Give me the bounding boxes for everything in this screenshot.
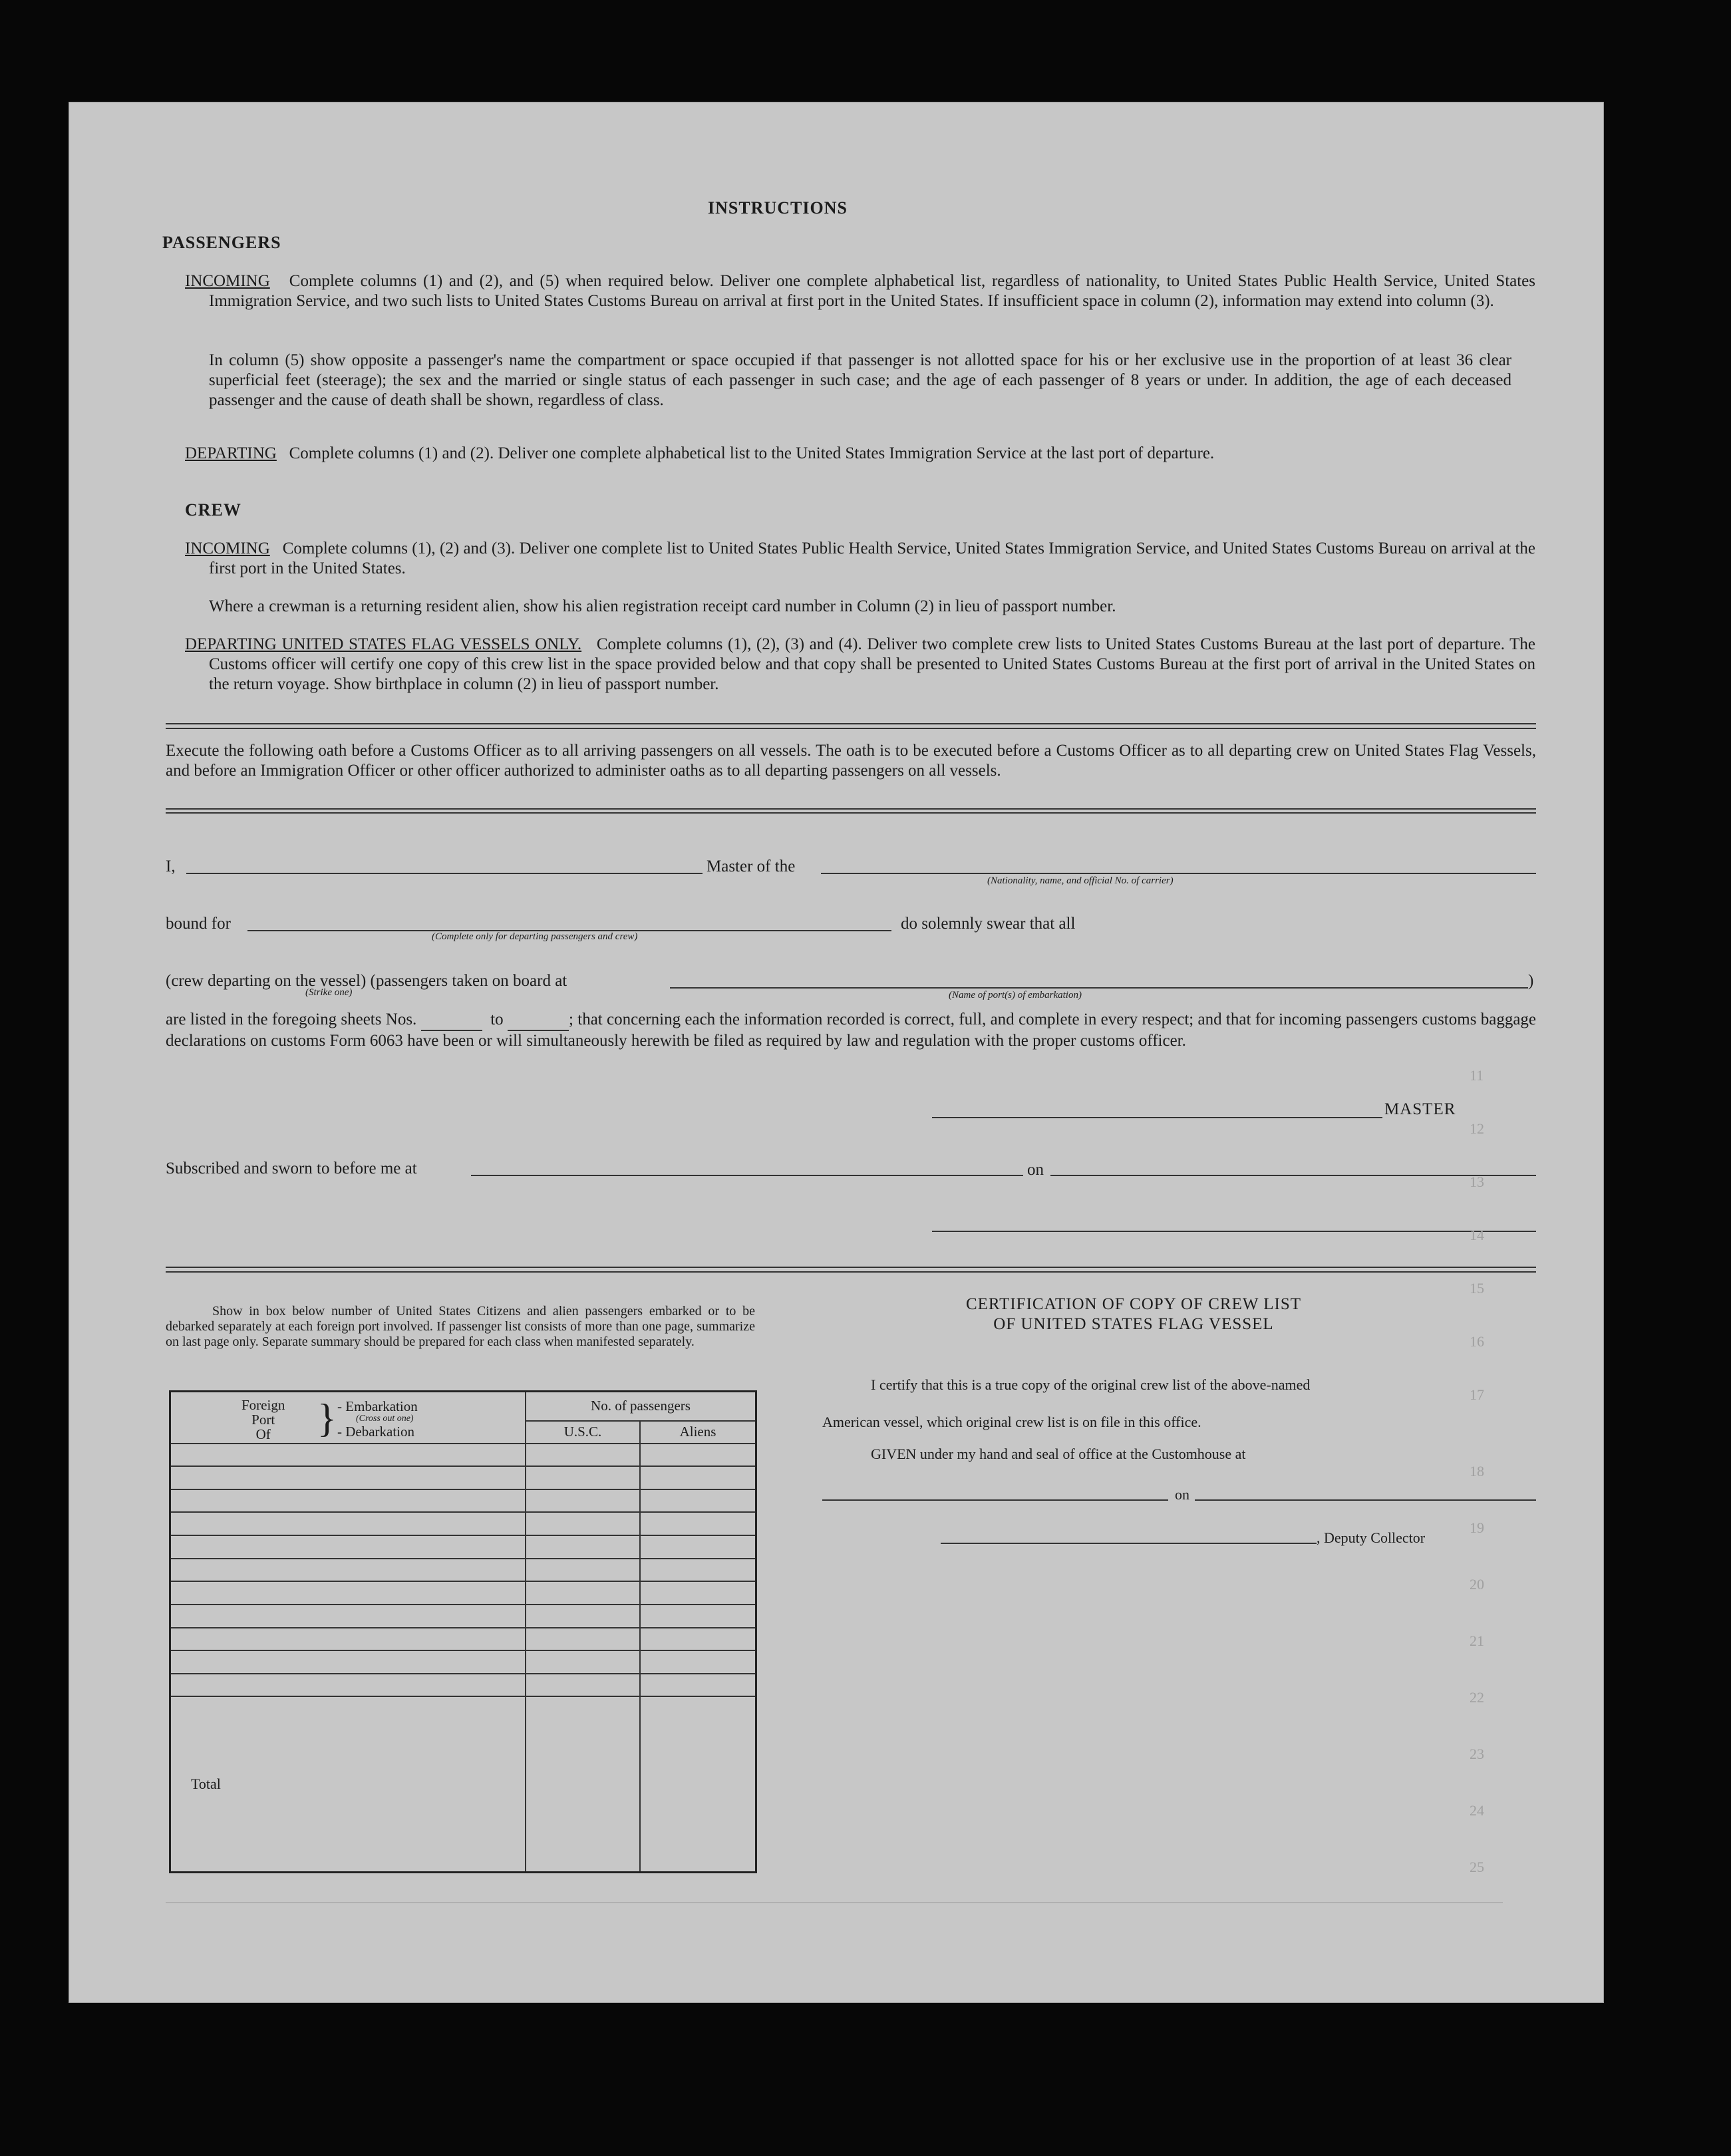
passengers-departing-text: Complete columns (1) and (2). Deliver one complete alphabetical list to the United States Immigration Service at the last port of departure. <box>289 444 1215 462</box>
brace-icon: } <box>317 1396 337 1440</box>
crew-departing-text: Complete columns (1), (2), (3) and (4). Deliver two complete crew lists to United States Customs Bureau at the last port of departure. The Customs officer will certify one copy of this crew list in the space provided below and that copy shall be presented to United States Customs Bureau at the first port of arrival in the United States on the return voyage. Show birthplace in column (2) in lieu of passport number. <box>209 635 1536 693</box>
table-row <box>170 1605 756 1628</box>
bound-for-label: bound for <box>166 915 231 933</box>
bleed-through-rule <box>166 1902 1503 1903</box>
separator-rule <box>166 728 1536 729</box>
no-of-passengers-header: No. of passengers <box>526 1392 756 1421</box>
total-aliens-cell[interactable] <box>640 1696 756 1872</box>
port-cell[interactable] <box>170 1512 526 1535</box>
crew-departing-label: DEPARTING UNITED STATES FLAG VESSELS ONLY. <box>185 635 582 653</box>
crew-incoming-text: Complete columns (1), (2) and (3). Deliver one complete list to United States Public Health Service, United States Immigration Service, and United States Customs Bureau on arrival at the first port in the United States. <box>209 539 1536 577</box>
usc-cell[interactable] <box>526 1650 640 1674</box>
margin-number: 12 <box>1470 1120 1484 1137</box>
passengers-incoming-label: INCOMING <box>185 272 270 290</box>
margin-number: 18 <box>1470 1463 1484 1479</box>
port-cell[interactable] <box>170 1605 526 1628</box>
margin-number: 17 <box>1470 1386 1484 1403</box>
separator-rule <box>166 1267 1536 1268</box>
margin-number: 16 <box>1470 1333 1484 1350</box>
master-label: MASTER <box>1384 1100 1456 1118</box>
aliens-cell[interactable] <box>640 1512 756 1535</box>
certification-title-line2: OF UNITED STATES FLAG VESSEL <box>993 1315 1274 1333</box>
port-label: Port <box>251 1412 275 1428</box>
deputy-collector-signature-field[interactable] <box>941 1543 1317 1544</box>
aliens-cell[interactable] <box>640 1581 756 1605</box>
crew-resident-paragraph: Where a crewman is a returning resident alien, show his alien registration receipt card number in Column (2) in lieu of passport number. <box>209 597 1116 615</box>
passengers-column5-paragraph: In column (5) show opposite a passenger's name the compartment or space occupied if that passenger is not allotted space for his or her exclusive use in the proportion of at least 36 clear superficial feet (steerage); the sex and the married or single status of each passenger in such case; and the age of each passenger of 8 years or under. In addition, the age of each deceased passenger and the cause of death shall be shown, regardless of class. <box>209 351 1511 409</box>
margin-number: 14 <box>1470 1227 1484 1243</box>
margin-number: 15 <box>1470 1280 1484 1297</box>
oath-i-label: I, <box>166 857 176 875</box>
usc-cell[interactable] <box>526 1466 640 1489</box>
crew-departing-option: (crew departing on the vessel) (passengers taken on board at <box>166 972 567 990</box>
master-name-field[interactable] <box>186 873 703 874</box>
swear-label: do solemnly swear that all <box>901 915 1076 933</box>
listed-paragraph <box>166 1010 1536 1051</box>
port-cell[interactable] <box>170 1466 526 1489</box>
margin-number: 13 <box>1470 1173 1484 1190</box>
aliens-cell[interactable] <box>640 1605 756 1628</box>
table-row <box>170 1466 756 1489</box>
margin-number: 25 <box>1470 1859 1484 1875</box>
port-cell[interactable] <box>170 1650 526 1674</box>
usc-cell[interactable] <box>526 1559 640 1582</box>
usc-cell[interactable] <box>526 1674 640 1697</box>
sworn-on-label: on <box>1027 1161 1044 1179</box>
certification-date-field[interactable] <box>1195 1499 1536 1501</box>
deputy-collector-label: , Deputy Collector <box>1317 1529 1426 1546</box>
port-cell[interactable] <box>170 1444 526 1467</box>
customhouse-field[interactable] <box>822 1499 1168 1501</box>
table-row <box>170 1559 756 1582</box>
separator-rule <box>166 812 1536 814</box>
oath-intro: Execute the following oath before a Customs Officer as to all arriving passengers on all vessels. The oath is to be executed before a Customs Officer as to all departing crew on United States Flag Vessels, and before an Immigration Officer or other officer authorized to administer oaths as to all departing passengers on all vessels. <box>166 742 1536 780</box>
strike-caption: (Strike one) <box>305 987 353 998</box>
passengers-departing-label: DEPARTING <box>185 444 277 462</box>
carrier-field[interactable] <box>821 873 1536 874</box>
close-paren: ) <box>1528 972 1534 990</box>
sworn-date-field[interactable] <box>1050 1175 1536 1176</box>
certify-line2: American vessel, which original crew list is on file in this office. <box>822 1414 1201 1430</box>
port-cell[interactable] <box>170 1489 526 1513</box>
sworn-place-field[interactable] <box>471 1175 1023 1176</box>
aliens-cell[interactable] <box>640 1444 756 1467</box>
total-label: Total <box>170 1696 526 1872</box>
margin-number: 20 <box>1470 1576 1484 1593</box>
port-cell[interactable] <box>170 1559 526 1582</box>
officer-signature-field[interactable] <box>932 1231 1536 1232</box>
instructions-title: INSTRUCTIONS <box>708 198 848 218</box>
table-row <box>170 1535 756 1559</box>
certification-on-label: on <box>1175 1486 1189 1503</box>
usc-cell[interactable] <box>526 1535 640 1559</box>
separator-rule <box>166 808 1536 810</box>
port-cell[interactable] <box>170 1674 526 1697</box>
aliens-header: Aliens <box>640 1421 756 1444</box>
usc-cell[interactable] <box>526 1581 640 1605</box>
port-cell[interactable] <box>170 1535 526 1559</box>
margin-number: 22 <box>1470 1689 1484 1706</box>
port-cell[interactable] <box>170 1581 526 1605</box>
crew-departing-paragraph <box>185 635 1535 694</box>
to-label: to <box>490 1010 504 1028</box>
aliens-cell[interactable] <box>640 1466 756 1489</box>
usc-cell[interactable] <box>526 1489 640 1513</box>
table-row <box>170 1489 756 1513</box>
margin-number: 23 <box>1470 1746 1484 1762</box>
usc-header: U.S.C. <box>526 1421 640 1444</box>
usc-cell[interactable] <box>526 1512 640 1535</box>
crew-incoming-label: INCOMING <box>185 539 270 557</box>
debarkation-option[interactable]: - Debarkation <box>337 1424 415 1440</box>
table-row <box>170 1581 756 1605</box>
separator-rule <box>166 1271 1536 1273</box>
subscribed-label: Subscribed and sworn to before me at <box>166 1159 417 1177</box>
passengers-departing-paragraph <box>185 444 1535 464</box>
table-row <box>170 1650 756 1674</box>
embarkation-option[interactable]: - Embarkation <box>337 1398 418 1414</box>
usc-cell[interactable] <box>526 1605 640 1628</box>
total-usc-cell[interactable] <box>526 1696 640 1872</box>
aliens-cell[interactable] <box>640 1559 756 1582</box>
usc-cell[interactable] <box>526 1444 640 1467</box>
certification-title-line1: CERTIFICATION OF COPY OF CREW LIST <box>965 1295 1302 1313</box>
listed-post-text: ; that concerning each the information recorded is correct, full, and complete in every respect; and that for incoming passengers customs baggage declarations on customs Form 6063 have been or will simultaneously herewith be filed as required by law and regulation with the proper customs officer. <box>166 1010 1537 1050</box>
margin-number: 24 <box>1470 1802 1484 1819</box>
foreign-port-header <box>170 1392 526 1444</box>
crew-incoming-paragraph <box>185 539 1535 579</box>
separator-rule <box>166 723 1536 724</box>
table-row <box>170 1512 756 1535</box>
aliens-cell[interactable] <box>640 1650 756 1674</box>
port-cell[interactable] <box>170 1628 526 1651</box>
passengers-heading: PASSENGERS <box>162 233 281 252</box>
port-of-embarkation-field[interactable] <box>670 987 1528 989</box>
margin-number: 11 <box>1470 1067 1484 1084</box>
sheet-to-field[interactable] <box>508 1010 569 1031</box>
passengers-incoming-paragraph <box>185 271 1535 311</box>
certify-line1: I certify that this is a true copy of the original crew list of the above-named <box>871 1376 1311 1393</box>
form-page <box>69 102 1604 2003</box>
table-row <box>170 1674 756 1697</box>
carrier-caption: (Nationality, name, and official No. of carrier) <box>987 875 1174 886</box>
aliens-cell[interactable] <box>640 1489 756 1513</box>
aliens-cell[interactable] <box>640 1535 756 1559</box>
master-signature-field[interactable] <box>932 1117 1382 1118</box>
passenger-summary-table <box>169 1390 757 1873</box>
margin-number: 21 <box>1470 1632 1484 1649</box>
aliens-cell[interactable] <box>640 1674 756 1697</box>
usc-cell[interactable] <box>526 1628 640 1651</box>
foreign-label: Foreign <box>241 1397 285 1413</box>
of-label: Of <box>255 1426 271 1442</box>
bound-caption: (Complete only for departing passengers and crew) <box>432 931 638 942</box>
aliens-cell[interactable] <box>640 1628 756 1651</box>
crew-heading: CREW <box>185 500 241 520</box>
master-of-label: Master of the <box>707 857 796 875</box>
table-row <box>170 1628 756 1651</box>
sheet-from-field[interactable] <box>421 1010 482 1031</box>
margin-number: 19 <box>1470 1519 1484 1536</box>
table-row <box>170 1444 756 1467</box>
port-caption: (Name of port(s) of embarkation) <box>949 990 1082 1001</box>
cross-out-caption: (Cross out one) <box>356 1414 414 1424</box>
listed-pre-text: are listed in the foregoing sheets Nos. <box>166 1010 417 1028</box>
summary-note: Show in box below number of United States Citizens and alien passengers embarked or to be debarked separately at each foreign port involved. If passenger list consists of more than one page, summarize on last page only. Separate summary should be prepared for each class when manifested separately. <box>166 1304 755 1349</box>
total-row <box>170 1696 756 1872</box>
given-text: GIVEN under my hand and seal of office at the Customhouse at <box>871 1446 1246 1462</box>
passengers-incoming-text: Complete columns (1) and (2), and (5) when required below. Deliver one complete alphabetical list, regardless of nationality, to United States Public Health Service, United States Immigration Service, and two such lists to United States Customs Bureau on arrival at first port in the United States. If insufficient space in column (2), information may extend into column (3). <box>209 272 1536 310</box>
